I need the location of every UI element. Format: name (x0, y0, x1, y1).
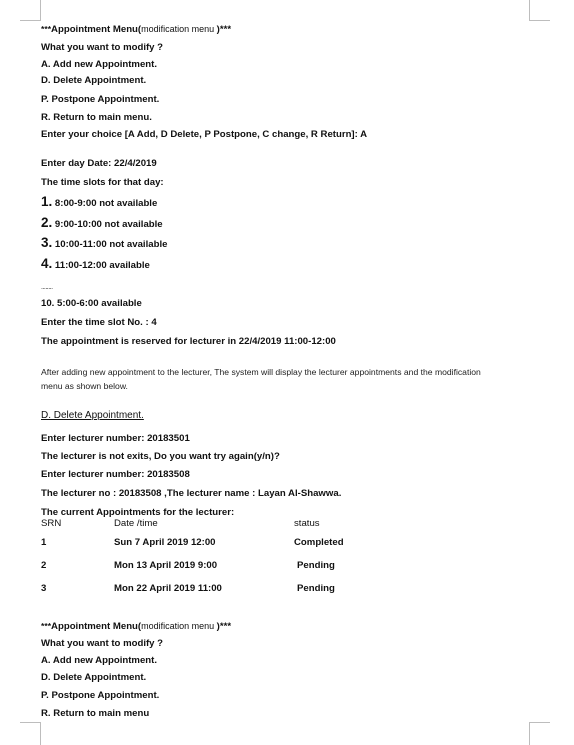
menu-option-add: A. Add new Appointment. (41, 59, 158, 70)
menu-option-return-bottom: R. Return to main menu (41, 708, 150, 719)
explanation-note-line-1: After adding new appointment to the lecturer, The system will display the lecturer appointments and the modification (41, 367, 481, 377)
row-date-time: Sun 7 April 2019 12:00 (114, 537, 216, 548)
row-date-time: Mon 22 April 2019 11:00 (114, 583, 222, 594)
slot-number-prompt: Enter the time slot No. : 4 (41, 317, 157, 328)
menu-option-postpone-bottom: P. Postpone Appointment. (41, 690, 160, 701)
menu-question-bottom: What you want to modify ? (41, 638, 164, 649)
row-srn: 3 (41, 583, 47, 594)
header-status: status (294, 518, 320, 529)
lecturer-number-prompt-1: Enter lecturer number: 20183501 (41, 433, 190, 444)
appointments-title: The current Appointments for the lecturer: (41, 507, 235, 518)
ellipsis-marker: ........ (41, 284, 53, 291)
row-srn: 2 (41, 560, 47, 571)
row-status: Pending (297, 583, 335, 594)
menu-heading-bottom: ***Appointment Menu(modification menu )*** (41, 621, 232, 632)
delete-section-title: D. Delete Appointment. (41, 410, 144, 421)
slot-item-2: 2. 9:00-10:00 not available (41, 215, 163, 230)
explanation-note-line-2: menu as shown below. (41, 381, 128, 391)
slot-item-10: 10. 5:00-6:00 available (41, 298, 142, 309)
menu-option-postpone: P. Postpone Appointment. (41, 94, 160, 105)
date-entry-line: Enter day Date: 22/4/2019 (41, 158, 157, 169)
row-status: Pending (297, 560, 335, 571)
slots-title: The time slots for that day: (41, 177, 164, 188)
menu-question: What you want to modify ? (41, 42, 164, 53)
menu-option-delete: D. Delete Appointment. (41, 75, 147, 86)
lecturer-info-line: The lecturer no : 20183508 ,The lecturer name : Layan Al-Shawwa. (41, 488, 342, 499)
slot-item-4: 4. 11:00-12:00 available (41, 256, 150, 271)
header-srn: SRN (41, 518, 62, 529)
choice-prompt: Enter your choice [A Add, D Delete, P Postpone, C change, R Return]: A (41, 129, 368, 140)
lecturer-number-prompt-2: Enter lecturer number: 20183508 (41, 469, 190, 480)
menu-option-return: R. Return to main menu. (41, 112, 152, 123)
menu-heading: ***Appointment Menu(modification menu )*** (41, 24, 232, 35)
row-srn: 1 (41, 537, 47, 548)
lecturer-not-exist-msg: The lecturer is not exits, Do you want try again(y/n)? (41, 451, 280, 462)
slot-item-3: 3. 10:00-11:00 not available (41, 235, 168, 250)
slot-item-1: 1. 8:00-9:00 not available (41, 194, 158, 209)
reservation-confirmation: The appointment is reserved for lecturer in 22/4/2019 11:00-12:00 (41, 336, 336, 347)
header-date-time: Date /time (114, 518, 158, 529)
menu-option-delete-bottom: D. Delete Appointment. (41, 672, 147, 683)
row-status: Completed (294, 537, 344, 548)
menu-option-add-bottom: A. Add new Appointment. (41, 655, 158, 666)
row-date-time: Mon 13 April 2019 9:00 (114, 560, 218, 571)
